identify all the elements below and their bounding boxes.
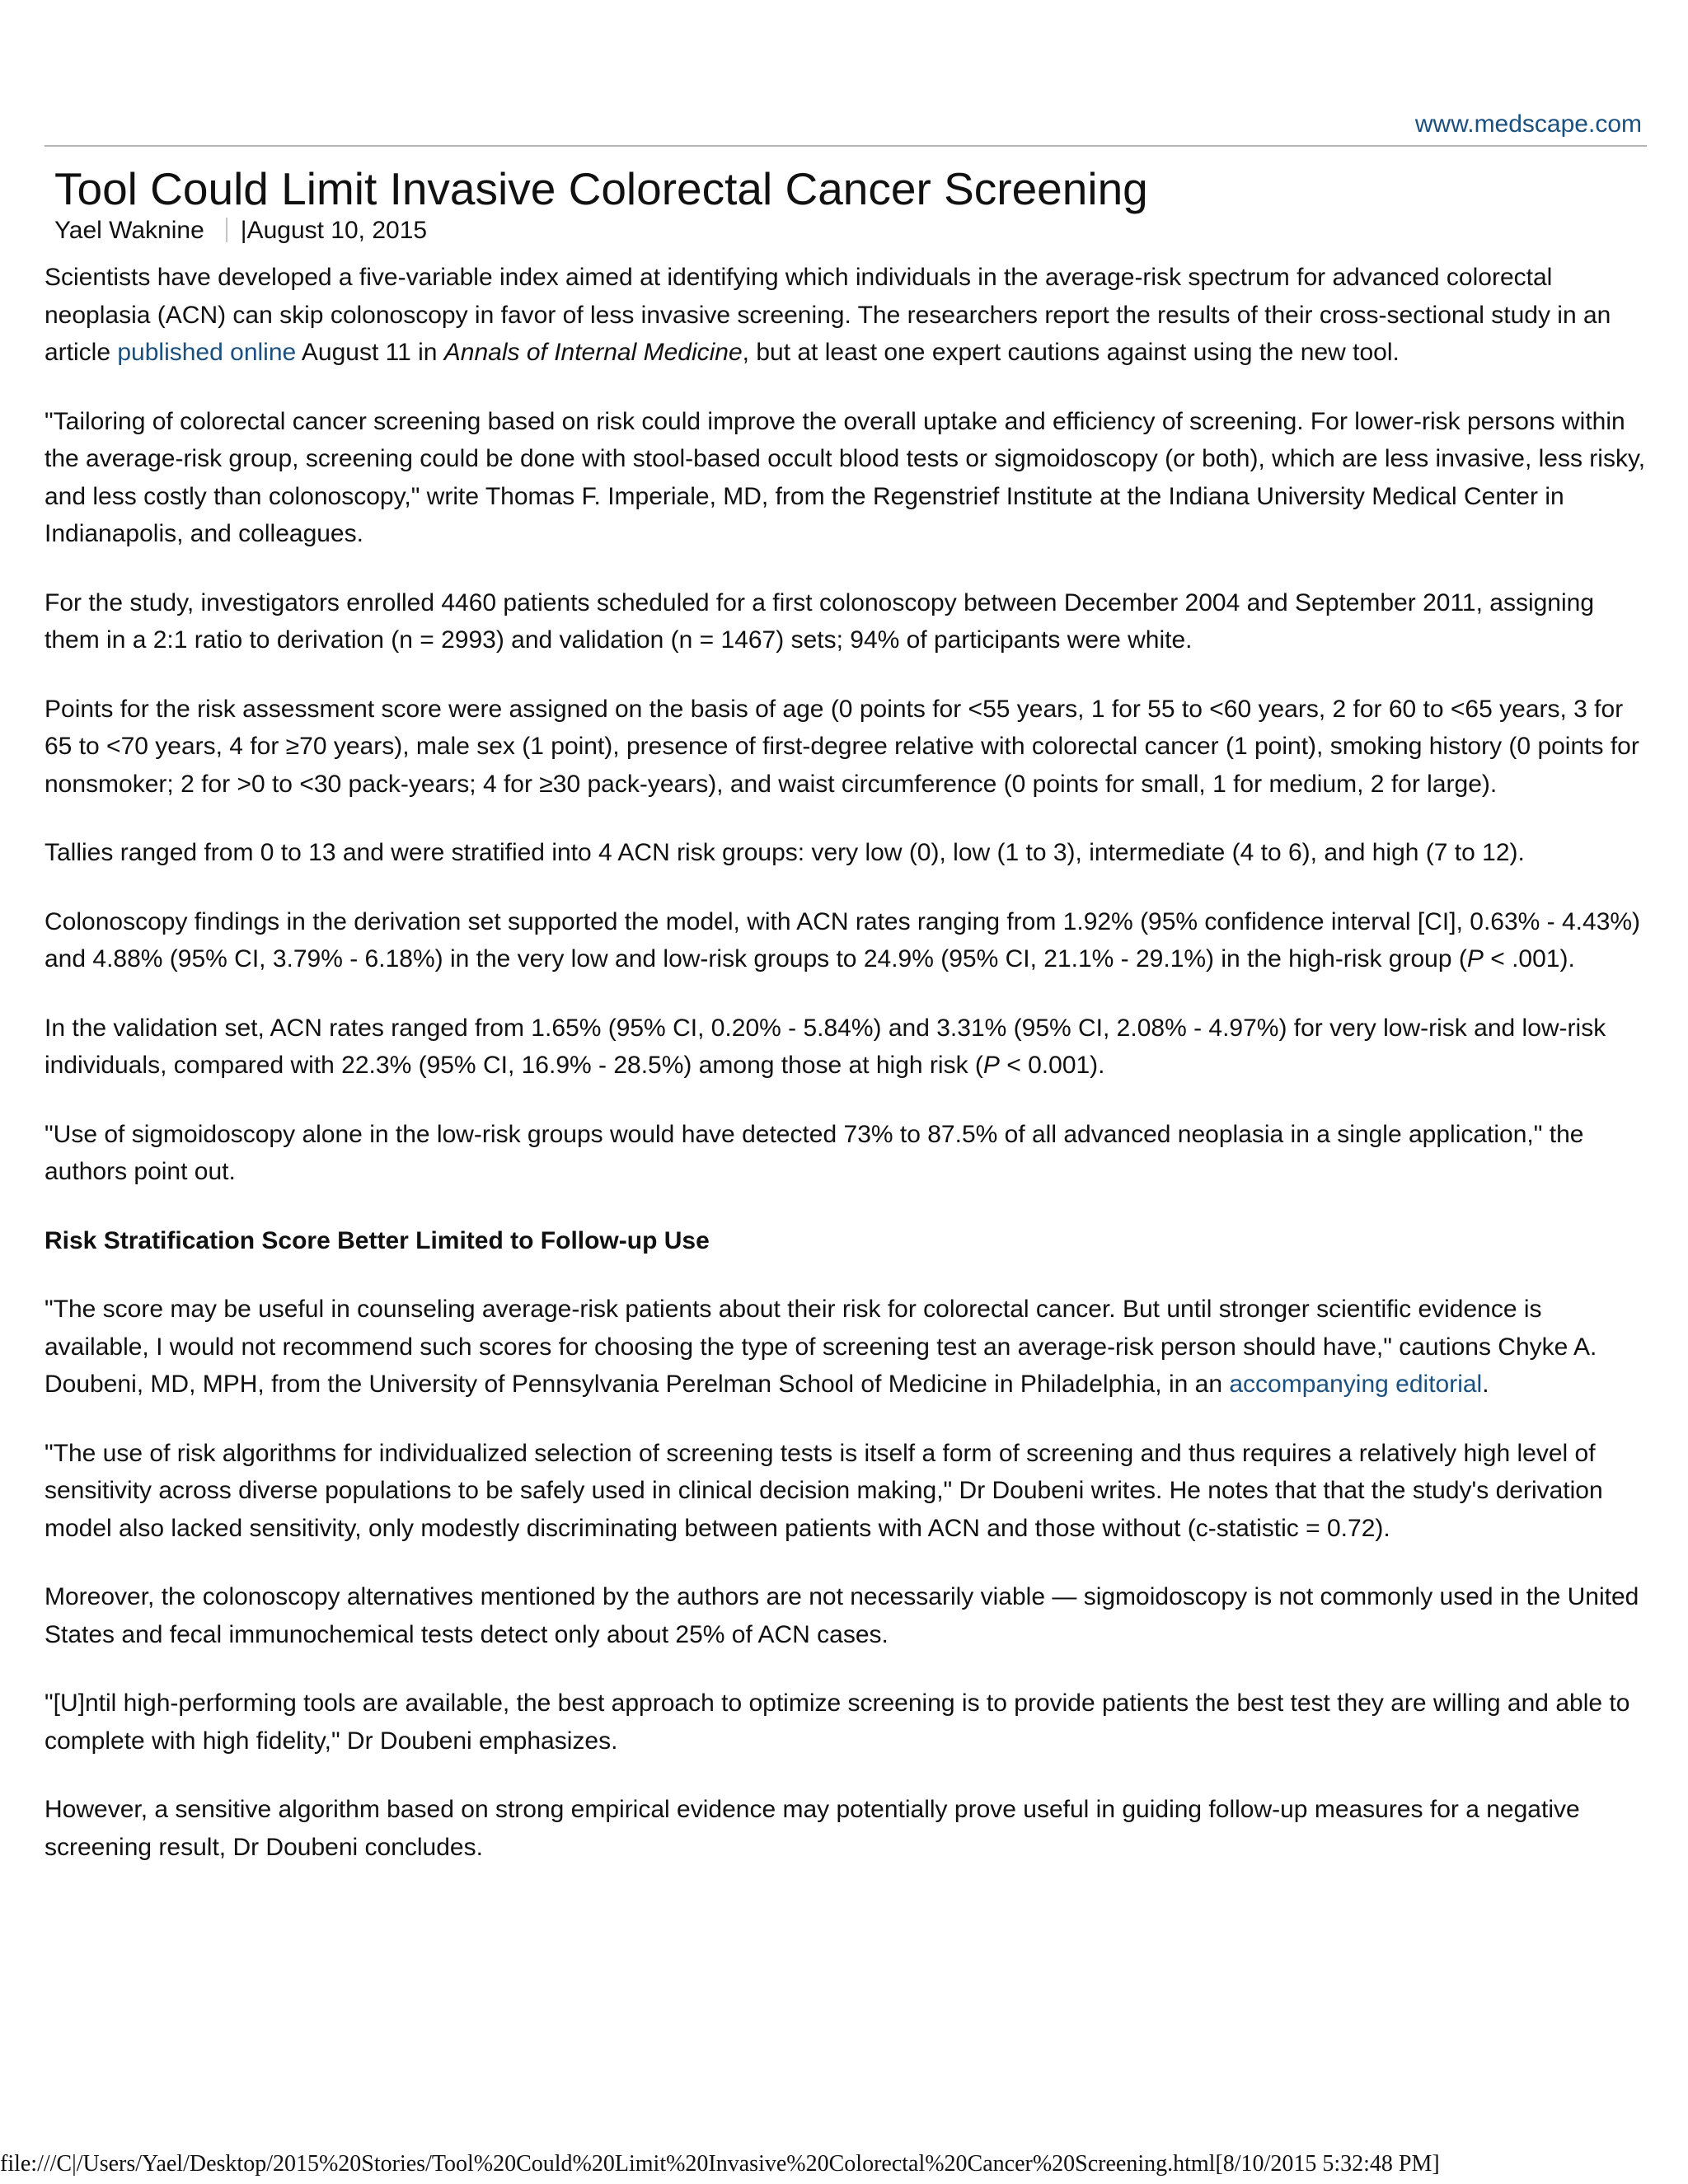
article-title: Tool Could Limit Invasive Colorectal Cancer Screening: [54, 163, 1148, 214]
author-name: Yael Waknine: [54, 217, 204, 244]
p-value-symbol: P: [982, 1052, 1000, 1079]
paragraph-1-text-b: August 11 in: [296, 339, 444, 366]
paragraph-8: "Use of sigmoidoscopy alone in the low-risk groups would have detected 73% to 87.5% of all advanced neoplasia in a single application," the authors point out.: [45, 1120, 1584, 1185]
p-value-symbol: P: [1466, 945, 1484, 972]
publish-date: |August 10, 2015: [240, 217, 428, 244]
paragraph-4: Points for the risk assessment score were assigned on the basis of age (0 points for <55 years, 1 for 55 to <60 years, 2 for 60 to <65 years, 3 for 65 to <70 years, 4 for ≥70 years), male sex (1 point), presence of first-degree relative with colorectal cancer (1 point), smoking history (0 points for nonsmoker; 2 for >0 to <30 pack-years; 4 for ≥30 pack-years), and waist circumference (0 points for small, 1 for medium, 2 for large).: [45, 695, 1639, 798]
paragraph-12: "[U]ntil high-performing tools are available, the best approach to optimize screening is to provide patients the best test they are willing and able to complete with high fidelity," Dr Doubeni emphasizes.: [45, 1690, 1630, 1755]
paragraph-7-text-a: In the validation set, ACN rates ranged from 1.65% (95% CI, 0.20% - 5.84%) and 3.31% (95% CI, 2.08% - 4.97%) for very low-risk and low-risk individuals, compared with 22.3% (95% CI, 16.9% - 28.5%) among those at high risk (: [45, 1014, 1606, 1079]
paragraph-9-text-b: .: [1482, 1371, 1489, 1398]
paragraph-7: [45, 1010, 1648, 1085]
section-subheading: Risk Stratification Score Better Limited to Follow-up Use: [45, 1226, 710, 1254]
byline-separator: [226, 218, 227, 242]
paragraph-6-text-a: Colonoscopy findings in the derivation set supported the model, with ACN rates ranging from 1.92% (95% confidence interval [CI], 0.63% - 4.43%) and 4.88% (95% CI, 3.79% - 6.18%) in the very low and low-risk groups to 24.9% (95% CI, 21.1% - 29.1%) in the high-risk group (: [45, 907, 1641, 972]
article-body: [45, 259, 1648, 1897]
paragraph-3: For the study, investigators enrolled 4460 patients scheduled for a first colonoscopy between December 2004 and September 2011, assigning them in a 2:1 ratio to derivation (n = 2993) and validation (n = 1467) sets; 94% of participants were white.: [45, 588, 1595, 654]
journal-name: Annals of Internal Medicine: [443, 339, 743, 366]
byline: [54, 214, 427, 247]
print-footer-path: file:///C|/Users/Yael/Desktop/2015%20Stories/Tool%20Could%20Limit%20Invasive%20Colorectal%20Cancer%20Screening.html[8/10/2015 5:32:48 PM]: [0, 2151, 1440, 2177]
paragraph-6-text-b: < .001).: [1483, 945, 1575, 972]
paragraph-6: [45, 903, 1648, 978]
paragraph-11: Moreover, the colonoscopy alternatives mentioned by the authors are not necessarily viable — sigmoidoscopy is not commonly used in the United States and fecal immunochemical tests detect only about 25% of ACN cases.: [45, 1583, 1639, 1648]
header-divider: [45, 145, 1647, 147]
paragraph-9-text-a: "The score may be useful in counseling average-risk patients about their risk for colorectal cancer. But until stronger scientific evidence is available, I would not recommend such scores for choosing the type of screening test an average-risk person should have," cautions Chyke A. Doubeni, MD, MPH, from the University of Pennsylvania Perelman School of Medicine in Philadelphia, in an: [45, 1296, 1597, 1398]
paragraph-1-text-a: Scientists have developed a five-variable index aimed at identifying which individuals in the average-risk spectrum for advanced colorectal neoplasia (ACN) can skip colonoscopy in favor of less invasive screening. The researchers report the results of their cross-sectional study in an article: [45, 264, 1611, 366]
paragraph-1: [45, 259, 1648, 372]
paragraph-10: "The use of risk algorithms for individualized selection of screening tests is itself a form of screening and thus requires a relatively high level of sensitivity across diverse populations to be safely used in clinical decision making," Dr Doubeni writes. He notes that that the study's derivation model also lacked sensitivity, only modestly discriminating between patients with ACN and those without (c-statistic = 0.72).: [45, 1439, 1603, 1542]
paragraph-5: Tallies ranged from 0 to 13 and were stratified into 4 ACN risk groups: very low (0), low (1 to 3), intermediate (4 to 6), and high (7 to 12).: [45, 839, 1525, 866]
site-link[interactable]: www.medscape.com: [1414, 110, 1642, 138]
accompanying-editorial-link[interactable]: accompanying editorial: [1229, 1371, 1483, 1398]
paragraph-7-text-b: < 0.001).: [999, 1052, 1105, 1079]
paragraph-1-text-c: , but at least one expert cautions against using the new tool.: [742, 339, 1400, 366]
paragraph-9: [45, 1291, 1648, 1404]
published-online-link[interactable]: published online: [117, 339, 297, 366]
paragraph-2: "Tailoring of colorectal cancer screening based on risk could improve the overall uptake and efficiency of screening. For lower-risk persons within the average-risk group, screening could be done with stool-based occult blood tests or sigmoidoscopy (or both), which are less invasive, less risky, and less costly than colonoscopy," write Thomas F. Imperiale, MD, from the Regenstrief Institute at the Indiana University Medical Center in Indianapolis, and colleagues.: [45, 407, 1646, 547]
paragraph-13: However, a sensitive algorithm based on strong empirical evidence may potentially prove useful in guiding follow-up measures for a negative screening result, Dr Doubeni concludes.: [45, 1796, 1580, 1861]
